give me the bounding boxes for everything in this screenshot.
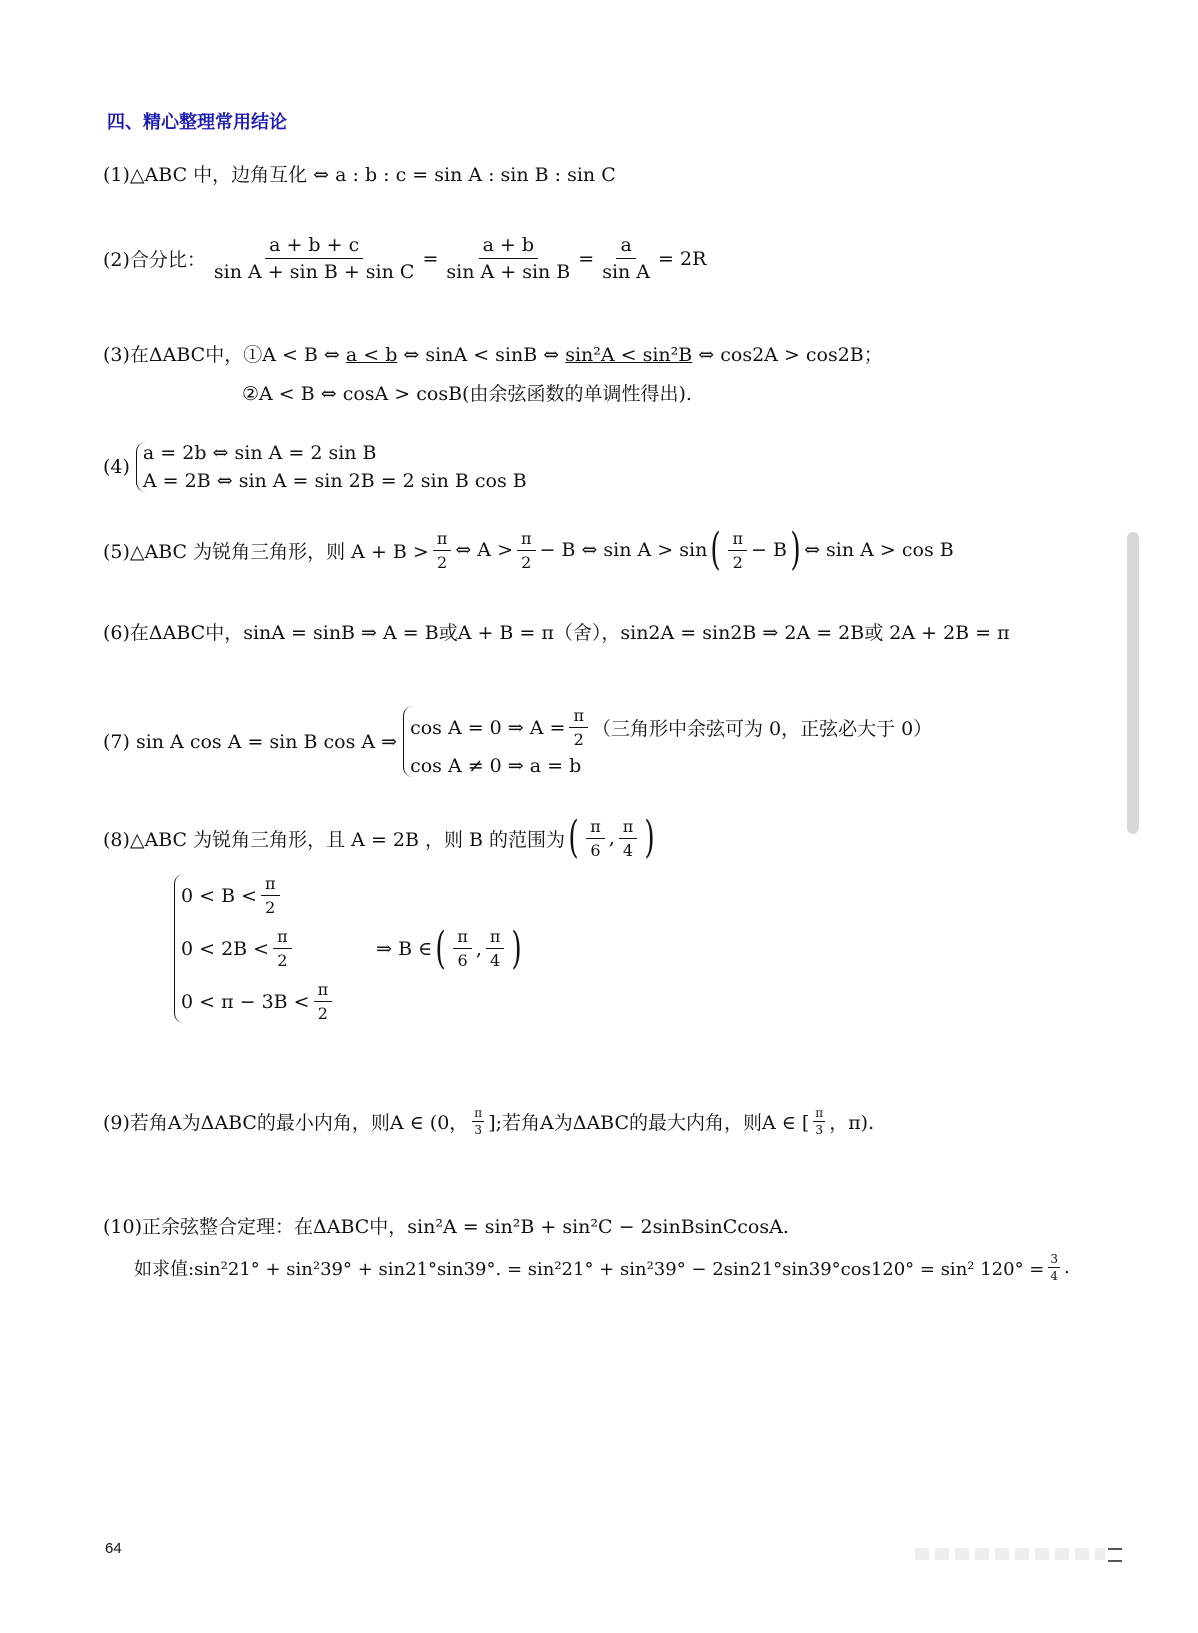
item-4-case-2: A = 2B ⇔ sin A = sin 2B = 2 sin B cos B [142,470,527,492]
item-4 [103,442,527,492]
item-8-cases: 0 < B < $\frac{\pi}{2}$ 0 < 2B < $\frac{\pi}{2}$ 0 < π − 3B < $\frac{\pi}{2}$ [174,874,336,1023]
item-1-label: (1) [103,164,130,186]
item-2-label: (2)合分比： [103,249,206,271]
item-6: (6)在ΔABC中，sinA = sinB ⇒ A = B或A + B = π（舍），sin2A = sin2B ⇒ 2A = 2B或 2A + 2B = π [103,622,1010,644]
item-5: (5)△ABC 为锐角三角形，则 A + B > $\frac{\pi}{2}$ ⇔ A > $\frac{\pi}{2}$ − B ⇔ sin A > sin ( $\frac{\pi}{2}$ − B ) ⇔ sin A > cos B [103,524,954,575]
item-2-fraction-1: $\frac{a + b + c}{\text{sin A + sin B + sin C}}$ [213,234,415,283]
item-7: (7) sin A cos A = sin B cos A ⇒ cos A = 0 ⇒ A = $\frac{\pi}{2}$ （三角形中余弦可为 0，正弦必大于 0） cos A ≠ 0 ⇒ a = b [103,706,933,777]
vertical-scrollbar[interactable] [1127,532,1139,834]
item-3-underlined-2: sin²A < sin²B [565,344,693,366]
item-3-line-1: (3)在ΔABC中，①A < B ⇔ a < b ⇔ sinA < sinB ⇔ sin²A < sin²B ⇔ cos2A > cos2B； [103,344,883,366]
page-number: 64 [105,1540,122,1557]
page-strip-decoration [915,1548,1105,1560]
item-8-system [168,874,526,1023]
section-title: 四、精心整理常用结论 [107,112,287,133]
item-5-pi-over-2-c: $\frac{\pi}{2}$ [728,529,747,572]
item-9: (9)若角A为ΔABC的最小内角，则A ∈ (0， $\frac{\pi}{3}$ ];若角A为ΔABC的最大内角，则A ∈ [ $\frac{\pi}{3}$ ，π). [103,1106,875,1137]
item-1 [103,160,616,187]
menu-icon[interactable] [1108,1548,1122,1562]
item-3-line-2: ②A < B ⇔ cosA > cosB(由余弦函数的单调性得出). [242,383,692,405]
item-2: (2)合分比： $\frac{a + b + c}{\text{sin A + sin B + sin C}}$ = $\frac{a + b}{\text{sin A + sin B}}$ = $\frac{a}{\text{sin A}}$ = 2R [103,234,707,283]
item-10-line-1: (10)正余弦整合定理：在ΔABC中，sin²A = sin²B + sin²C − 2sinBsinCcosA. [103,1216,789,1238]
item-8-result: ⇒ B ∈ ( $\frac{\pi}{6}$ , $\frac{\pi}{4}$ ) [376,922,523,974]
item-7-case-2: cos A ≠ 0 ⇒ a = b [410,755,582,777]
item-10-line-2: 如求值:sin²21° + sin²39° + sin21°sin39°. = sin²21° + sin²39° − 2sin21°sin39°cos120° = sin² 120° = $\frac{3}{4}$ . [134,1252,1070,1283]
item-5-pi-over-2-b: $\frac{\pi}{2}$ [517,529,536,572]
item-2-tail: = 2R [658,247,707,270]
item-2-fraction-3: $\frac{a}{\text{sin A}}$ [602,234,651,283]
item-3-underlined-1: a < b [345,344,398,366]
item-2-fraction-2: $\frac{a + b}{\text{sin A + sin B}}$ [446,234,571,283]
item-1-text: △ABC 中，边角互化 ⇔ a : b : c = sin A : sin B : sin C [129,164,616,186]
item-4-cases [136,442,527,492]
item-7-note: （三角形中余弦可为 0，正弦必大于 0） [591,718,933,740]
item-4-case-1: a = 2b ⇔ sin A = 2 sin B [142,442,377,464]
item-5-pi-over-2-a: $\frac{\pi}{2}$ [433,529,452,572]
item-8: (8)△ABC 为锐角三角形，且 A = 2B ，则 B 的范围为 ( $\frac{\pi}{6}$ , $\frac{\pi}{4}$ ) [103,812,656,863]
item-4-label: (4) [103,456,130,478]
item-7-cases: cos A = 0 ⇒ A = $\frac{\pi}{2}$ （三角形中余弦可为 0，正弦必大于 0） cos A ≠ 0 ⇒ a = b [403,706,932,777]
